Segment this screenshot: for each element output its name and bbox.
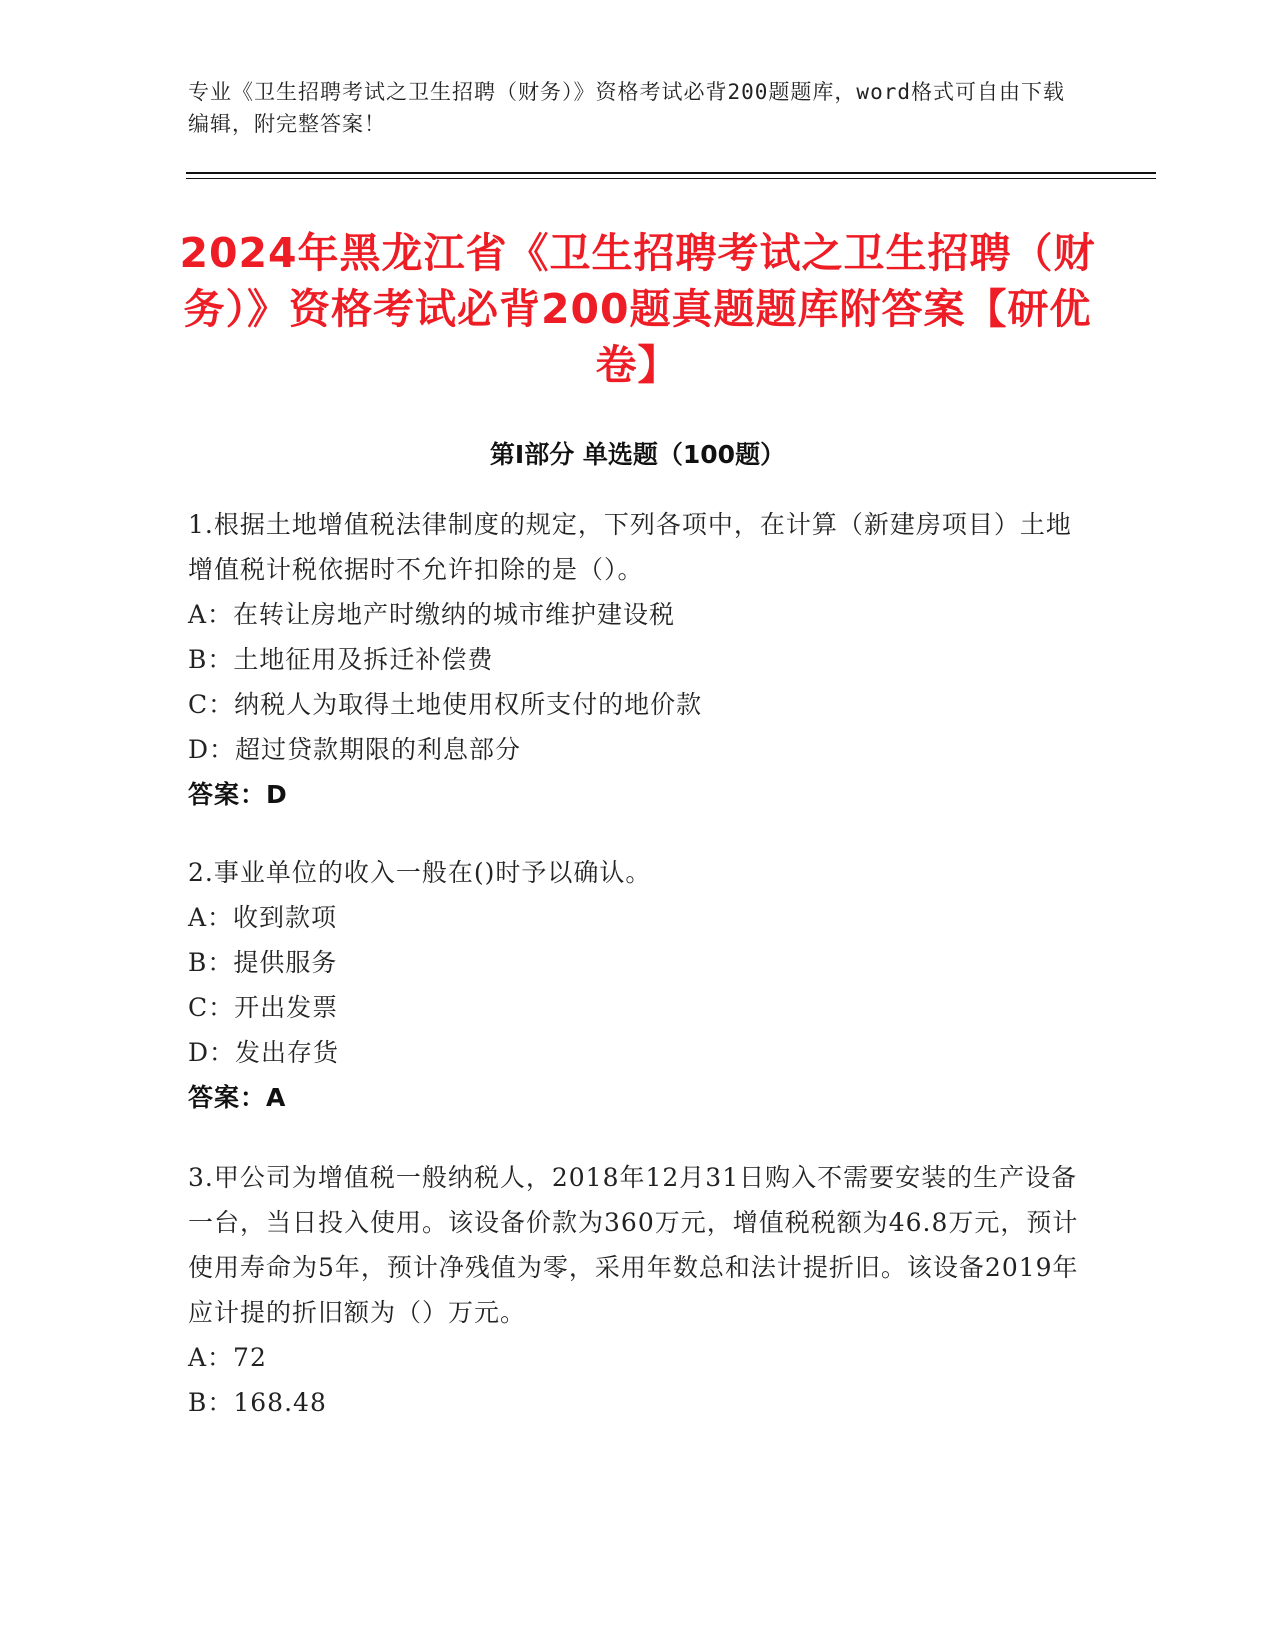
option-d: D：发出存货 bbox=[188, 1038, 340, 1067]
option-b: B：土地征用及拆迁补偿费 bbox=[188, 645, 494, 674]
header-divider-thin bbox=[186, 178, 1156, 179]
header-note: 专业《卫生招聘考试之卫生招聘（财务）》资格考试必背200题题库，word格式可自由下载编辑，附完整答案！ bbox=[188, 80, 1065, 136]
question-2 bbox=[188, 850, 1088, 1120]
question-stem: 1.根据土地增值税法律制度的规定，下列各项中，在计算（新建房项目）土地增值税计税依据时不允许扣除的是（）。 bbox=[188, 510, 1072, 584]
document-title: 2024年黑龙江省《卫生招聘考试之卫生招聘（财务）》资格考试必背200题真题题库附答案【研优卷】 bbox=[179, 229, 1096, 389]
section-title: 第Ⅰ部分 单选题（100题） bbox=[489, 440, 786, 469]
option-b: B：提供服务 bbox=[188, 948, 338, 977]
option-c: C：纳税人为取得土地使用权所支付的地价款 bbox=[188, 690, 703, 719]
option-b: B：168.48 bbox=[188, 1388, 327, 1417]
answer: 答案：A bbox=[188, 1083, 287, 1112]
option-d: D：超过贷款期限的利息部分 bbox=[188, 735, 522, 764]
option-a: A：在转让房地产时缴纳的城市维护建设税 bbox=[188, 600, 676, 629]
question-stem: 2.事业单位的收入一般在()时予以确认。 bbox=[188, 858, 652, 887]
question-stem: 3.甲公司为增值税一般纳税人，2018年12月31日购入不需要安装的生产设备一台，当日投入使用。该设备价款为360万元，增值税税额为46.8万元，预计使用寿命为5年，预计净残值为零，采用年数总和法计提折旧。该设备2019年应计提的折旧额为（）万元。 bbox=[188, 1163, 1079, 1327]
question-3 bbox=[188, 1155, 1088, 1425]
header-divider-thick bbox=[186, 172, 1156, 174]
option-c: C：开出发票 bbox=[188, 993, 339, 1022]
question-1 bbox=[188, 502, 1088, 817]
option-a: A：收到款项 bbox=[188, 903, 338, 932]
answer: 答案：D bbox=[188, 780, 288, 809]
option-a: A：72 bbox=[188, 1343, 267, 1372]
